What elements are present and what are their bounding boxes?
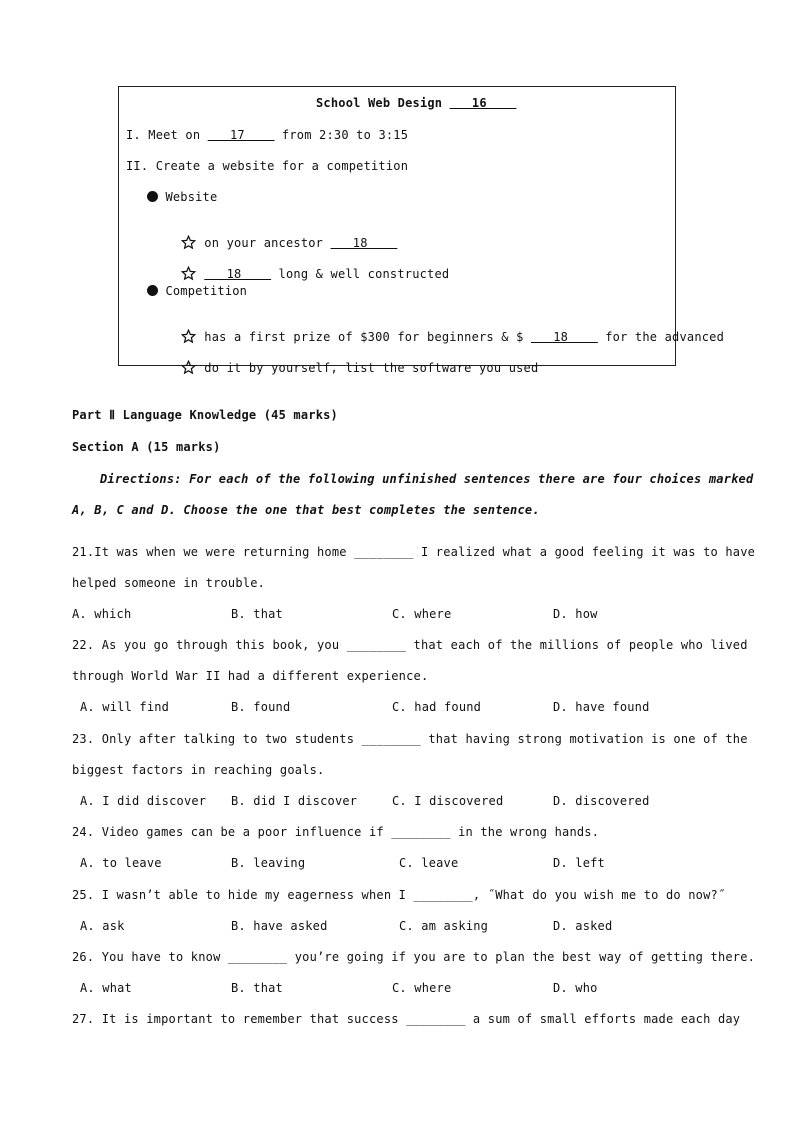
q24-option-c[interactable]: C. leave [399, 856, 459, 870]
blank-18b[interactable]: 18 [204, 267, 272, 281]
q26-option-c[interactable]: C. where [392, 981, 452, 995]
notes-website: Website [147, 190, 217, 204]
directions-line-2: A, B, C and D. Choose the one that best completes the sentence. [72, 503, 540, 517]
q26-option-a[interactable]: A. what [80, 981, 132, 995]
notes-website-item-long: 18 long & well constructed [166, 252, 449, 281]
star-outline-icon [181, 329, 197, 344]
question-21-line-1: 21.It was when we were returning home ________ I realized what a good feeling it was to have [72, 545, 756, 559]
blank-18a[interactable]: 18 [330, 236, 398, 250]
section-heading: Section A (15 marks) [72, 440, 221, 454]
q26-option-d[interactable]: D. who [553, 981, 598, 995]
part-heading: Part Ⅱ Language Knowledge (45 marks) [72, 408, 338, 422]
q25-option-c[interactable]: C. am asking [399, 919, 489, 933]
q24-option-b[interactable]: B. leaving [231, 856, 306, 870]
notes-title: School Web Design 16 [316, 96, 517, 110]
question-21-line-2: helped someone in trouble. [72, 576, 266, 590]
q25-option-d[interactable]: D. asked [553, 919, 613, 933]
star-outline-icon [181, 266, 197, 281]
q21-option-a[interactable]: A. which [72, 607, 132, 621]
q21-option-b[interactable]: B. that [231, 607, 283, 621]
notes-competition: Competition [147, 284, 247, 298]
q24-option-a[interactable]: A. to leave [80, 856, 162, 870]
q22-option-b[interactable]: B. found [231, 700, 291, 714]
q22-option-a[interactable]: A. will find [80, 700, 170, 714]
notes-line-create: II. Create a website for a competition [126, 159, 409, 173]
notes-website-item-ancestor: on your ancestor 18 [166, 221, 397, 250]
q23-option-a[interactable]: A. I did discover [80, 794, 207, 808]
q26-option-b[interactable]: B. that [231, 981, 283, 995]
q21-option-c[interactable]: C. where [392, 607, 452, 621]
question-24-line-1: 24. Video games can be a poor influence if ________ in the wrong hands. [72, 825, 600, 839]
q25-option-a[interactable]: A. ask [80, 919, 125, 933]
notes-line-meet: I. Meet on 17 from 2:30 to 3:15 [126, 128, 409, 142]
notes-competition-item-prize: has a first prize of $300 for beginners & $ 18 for the advanced [166, 315, 724, 344]
q25-option-b[interactable]: B. have asked [231, 919, 328, 933]
question-22-line-2: through World War II had a different experience. [72, 669, 429, 683]
q22-option-c[interactable]: C. had found [392, 700, 482, 714]
question-23-line-1: 23. Only after talking to two students ________ that having strong motivation is one of the [72, 732, 748, 746]
question-26-line-1: 26. You have to know ________ you’re going if you are to plan the best way of getting there. [72, 950, 756, 964]
bullet-dot-icon [147, 191, 158, 202]
question-27-line-1: 27. It is important to remember that success ________ a sum of small efforts made each day [72, 1012, 741, 1026]
q23-option-b[interactable]: B. did I discover [231, 794, 358, 808]
q21-option-d[interactable]: D. how [553, 607, 598, 621]
q24-option-d[interactable]: D. left [553, 856, 605, 870]
question-23-line-2: biggest factors in reaching goals. [72, 763, 325, 777]
q22-option-d[interactable]: D. have found [553, 700, 650, 714]
blank-17[interactable]: 17 [207, 128, 275, 142]
question-22-line-1: 22. As you go through this book, you ________ that each of the millions of people who lived [72, 638, 748, 652]
q23-option-c[interactable]: C. I discovered [392, 794, 504, 808]
star-outline-icon [181, 360, 197, 375]
directions-line-1: Directions: For each of the following unfinished sentences there are four choices marked [100, 472, 754, 486]
notes-competition-item-yourself: do it by yourself, list the software you used [166, 346, 538, 375]
blank-18c[interactable]: 18 [530, 330, 598, 344]
q23-option-d[interactable]: D. discovered [553, 794, 650, 808]
question-25-line-1: 25. I wasn’t able to hide my eagerness when I ________, ˝What do you wish me to do now?˝ [72, 888, 726, 902]
blank-16[interactable]: 16 [449, 96, 517, 110]
star-outline-icon [181, 235, 197, 250]
bullet-dot-icon [147, 285, 158, 296]
